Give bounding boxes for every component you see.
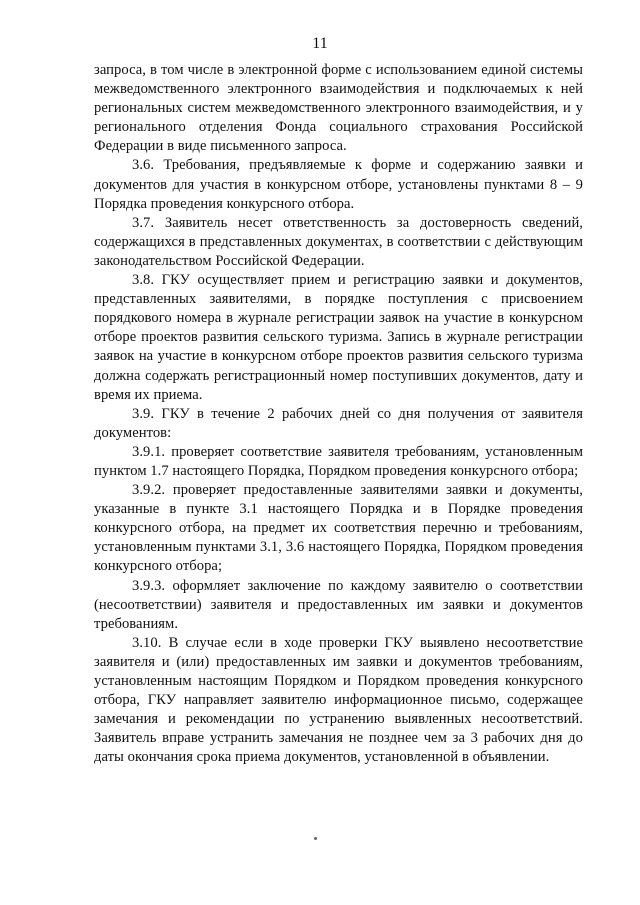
paragraph-3-6: 3.6. Требования, предъявляемые к форме и содержанию заявки и документов для участия в конкурсном отборе, установлены пунктами 8 – 9 Порядка проведения конкурсного отбора. [94,157,583,212]
document-body [94,61,583,767]
paragraph-3-9-3: 3.9.3. оформляет заключение по каждому заявителю о соответствии (несоответствии) заявителя и предоставленных им заявки и документов требованиям. [94,577,583,632]
paragraph-3-10: 3.10. В случае если в ходе проверки ГКУ выявлено несоответствие заявителя и (или) предоставленных им заявки и документов требованиям, установленным настоящим Порядком и Порядком проведения конкурсного отбора, ГКУ направляет заявителю информационное письмо, содержащее замечания и рекомендации по устранению выявленных несоответствий. Заявитель вправе устранить замечания не позднее чем за 3 рабочих дня до даты окончания срока приема документов, установленной в объявлении. [94,634,583,766]
scan-speck [314,837,317,840]
paragraph-3-9-2: 3.9.2. проверяет предоставленные заявителями заявки и документы, указанные в пункте 3.1 настоящего Порядка и в Порядке проведения конкурсного отбора, на предмет их соответствия перечню и требованиям, установленным пунктами 3.1, 3.6 настоящего Порядка, Порядком проведения конкурсного отбора; [94,482,583,575]
paragraph-3-8: 3.8. ГКУ осуществляет прием и регистрацию заявки и документов, представленных заявителями, в порядке поступления с присвоением порядкового номера в журнале регистрации заявок на участие в конкурсном отборе проектов развития сельского туризма. Запись в журнале регистрации заявок на участие в конкурсном отборе проектов развития сельского туризма должна содержать регистрационный номер поступивших документов, дату и время их приема. [94,272,583,403]
paragraph-3-9-1: 3.9.1. проверяет соответствие заявителя требованиям, установленным пунктом 1.7 настоящего Порядка, Порядком проведения конкурсного отбора; [94,443,583,479]
paragraph-request-continuation: запроса, в том числе в электронной форме с использованием единой системы межведомственного электронного взаимодействия и подключаемых к ней региональных систем межведомственного электронного взаимодействия, и у регионального отделения Фонда социального страхования Российской Федерации в виде письменного запроса. [94,62,583,155]
paragraph-3-9: 3.9. ГКУ в течение 2 рабочих дней со дня получения от заявителя документов: [94,405,583,441]
paragraph-3-7: 3.7. Заявитель несет ответственность за достоверность сведений, содержащихся в представленных документах, в соответствии с действующим законодательством Российской Федерации. [94,214,583,269]
page-number: 11 [312,35,328,52]
